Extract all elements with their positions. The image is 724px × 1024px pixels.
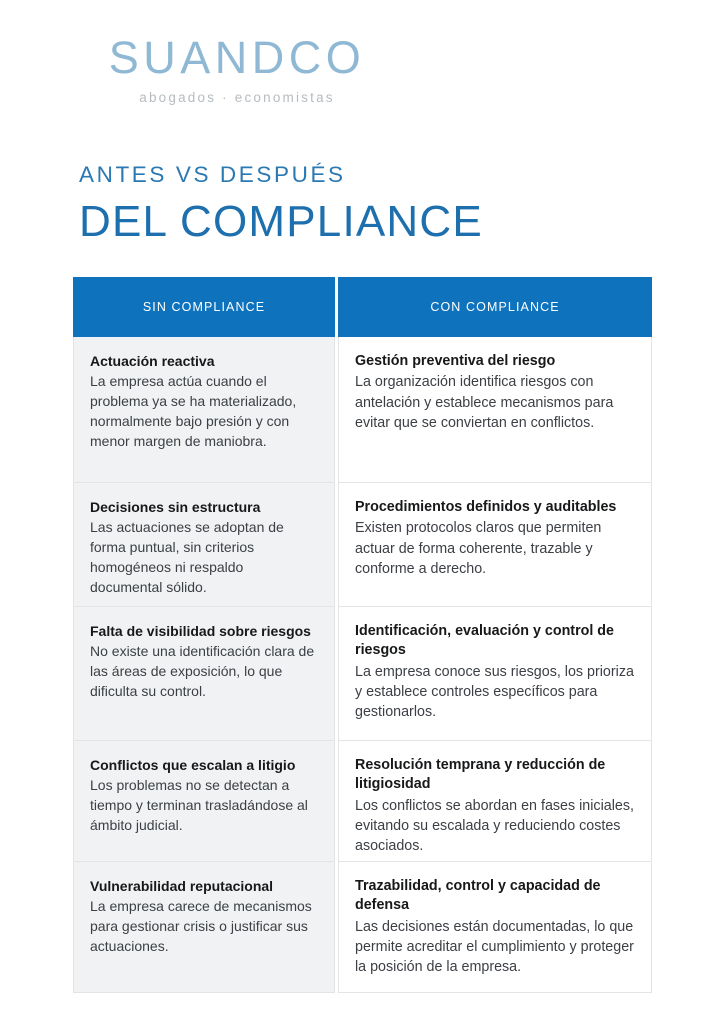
headline-eyebrow: ANTES VS DESPUÉS bbox=[79, 162, 346, 187]
cell-body: La organización identifica riesgos con antelación y establece mecanismos para evitar que se conviertan en conflictos. bbox=[355, 374, 614, 431]
page-title: DEL COMPLIANCE bbox=[79, 196, 483, 246]
cell-body: Las decisiones están documentadas, lo que permite acreditar el cumplimiento y proteger la posición de la empresa. bbox=[355, 918, 634, 976]
table-cell bbox=[339, 607, 651, 741]
table-cell bbox=[339, 337, 651, 483]
cell-body: La empresa carece de mecanismos para gestionar crisis o justificar sus actuaciones. bbox=[90, 897, 312, 954]
table-cell bbox=[339, 862, 651, 992]
brand-tagline: abogados · economistas bbox=[139, 90, 335, 106]
column-body-con-compliance bbox=[338, 337, 652, 993]
cell-title: Procedimientos definidos y auditables bbox=[355, 499, 617, 515]
table-cell bbox=[74, 337, 334, 483]
cell-title: Resolución temprana y reducción de litigiosidad bbox=[355, 757, 606, 793]
cell-title: Actuación reactiva bbox=[90, 353, 215, 369]
page-title-block bbox=[79, 163, 679, 245]
table-cell bbox=[339, 483, 651, 607]
cell-body: La empresa conoce sus riesgos, los prioriza y establece controles específicos para gestionarlos. bbox=[355, 663, 634, 721]
cell-title: Conflictos que escalan a litigio bbox=[90, 757, 296, 773]
table-cell bbox=[74, 607, 334, 741]
table-cell bbox=[339, 741, 651, 862]
cell-body: La empresa actúa cuando el problema ya se ha materializado, normalmente bajo presión y con menor margen de maniobra. bbox=[90, 372, 297, 449]
cell-body: Los problemas no se detectan a tiempo y terminan trasladándose al ámbito judicial. bbox=[90, 776, 308, 833]
table-cell bbox=[74, 741, 334, 862]
column-body-sin-compliance bbox=[73, 337, 335, 993]
cell-title: Falta de visibilidad sobre riesgos bbox=[90, 623, 311, 639]
cell-title: Decisiones sin estructura bbox=[90, 499, 261, 515]
brand-name: SUANDCO bbox=[108, 32, 366, 83]
brand-logo bbox=[72, 34, 402, 105]
cell-body: Los conflictos se abordan en fases iniciales, evitando su escalada y reduciendo costes asociados. bbox=[355, 797, 634, 855]
table-cell bbox=[74, 862, 334, 992]
cell-body: Existen protocolos claros que permiten actuar de forma coherente, trazable y conforme a derecho. bbox=[355, 520, 602, 577]
column-header-con-compliance: CON COMPLIANCE bbox=[338, 277, 652, 337]
column-header-sin-compliance: SIN COMPLIANCE bbox=[73, 277, 335, 337]
cell-title: Trazabilidad, control y capacidad de defensa bbox=[355, 878, 601, 914]
cell-title: Vulnerabilidad reputacional bbox=[90, 878, 274, 894]
cell-body: Las actuaciones se adoptan de forma puntual, sin criterios homogéneos ni respaldo documental sólido. bbox=[90, 518, 284, 595]
table-cell bbox=[74, 483, 334, 607]
column-sin-compliance bbox=[73, 277, 335, 993]
cell-title: Identificación, evaluación y control de riesgos bbox=[355, 623, 614, 659]
cell-title: Gestión preventiva del riesgo bbox=[355, 353, 556, 369]
column-con-compliance bbox=[338, 277, 652, 993]
comparison-table bbox=[73, 277, 652, 993]
cell-body: No existe una identificación clara de las áreas de exposición, lo que dificulta su control. bbox=[90, 642, 315, 699]
